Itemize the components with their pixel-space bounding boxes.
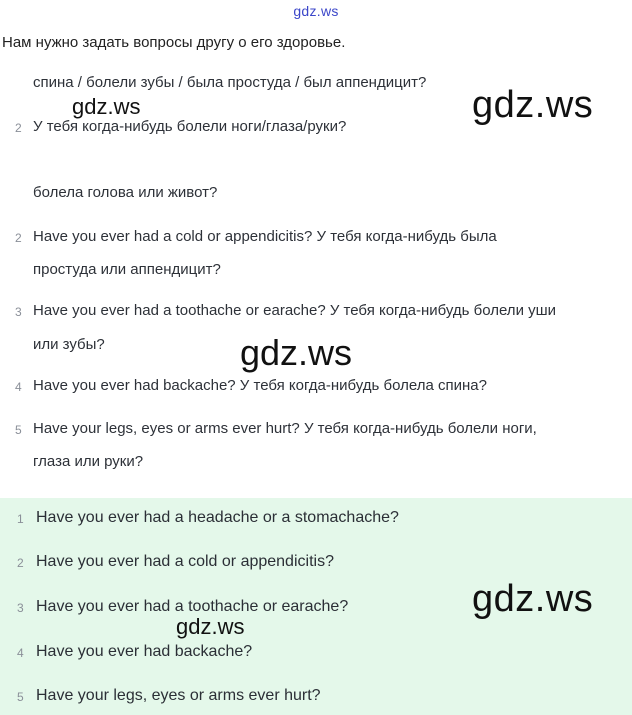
question-text: Have your legs, eyes or arms ever hurt? [36,687,321,704]
site-mark[interactable]: gdz.ws [293,3,339,19]
question-text: Have you ever had a cold or appendicitis? [36,553,334,570]
answer-line: глаза или руки? [33,453,144,470]
item-number: 5 [15,423,22,437]
item-number: 3 [17,601,24,615]
answer-line: Have you ever had backache? У тебя когда-нибудь болела спина? [33,377,487,394]
intro-text: Нам нужно задать вопросы другу о его здоровье. [2,34,346,51]
answer-line: или зубы? [33,336,105,353]
item-number: 2 [15,121,22,135]
cropped-text-fragment [40,49,560,58]
item-number: 2 [17,556,24,570]
text-line-spina: спина / болели зубы / была простуда / был аппендицит? [33,74,427,91]
text-line-item2: У тебя когда-нибудь болели ноги/глаза/руки? [33,118,347,135]
text-line-golova: болела голова или живот? [33,184,218,201]
item-number: 1 [17,512,24,526]
watermark: gdz.ws [72,94,141,119]
question-text: Have you ever had backache? [36,643,253,660]
item-number: 2 [15,231,22,245]
item-number: 4 [15,380,22,394]
answer-line: Have you ever had a cold or appendicitis? У тебя когда-нибудь была [33,228,497,245]
watermark: gdz.ws [240,332,353,373]
answer-line: Have your legs, eyes or arms ever hurt? У тебя когда-нибудь болели ноги, [33,420,537,437]
watermark: gdz.ws [472,84,594,126]
item-number: 3 [15,305,22,319]
question-text: Have you ever had a toothache or earache? [36,598,349,615]
answer-line: Have you ever had a toothache or earache? У тебя когда-нибудь болели уши [33,302,557,319]
item-number: 4 [17,646,24,660]
answer-line: простуда или аппендицит? [33,261,221,278]
watermark: gdz.ws [176,614,245,639]
item-number: 5 [17,690,24,704]
watermark: gdz.ws [472,578,594,620]
cropped-text-fragment [60,157,580,166]
question-text: Have you ever had a headache or a stomachache? [36,509,399,526]
